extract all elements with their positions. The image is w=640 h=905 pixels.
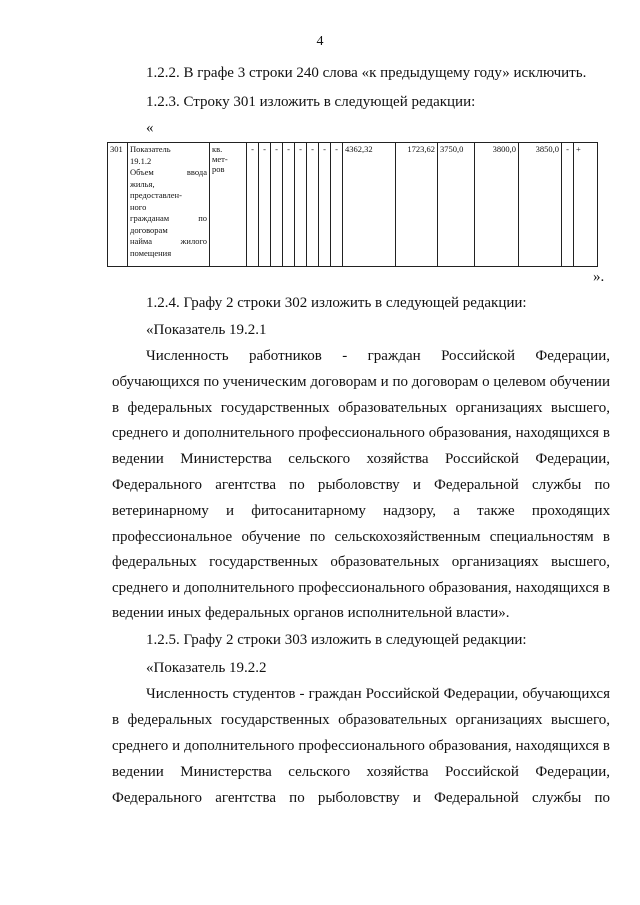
word: ведении [112, 764, 164, 780]
word: высшего, [550, 554, 611, 571]
indicator-text: договорам [130, 224, 168, 235]
word: агентства [215, 790, 276, 806]
dash-cell: - [283, 143, 295, 267]
plus-cell: + [574, 143, 598, 267]
paragraph-line [112, 502, 610, 520]
paragraph-line [112, 789, 610, 807]
indicator-text: ного [130, 201, 147, 212]
word: рыболовству [317, 790, 400, 806]
word: хозяйства [366, 451, 429, 468]
paragraph-line [112, 737, 610, 755]
dash-cell: - [247, 143, 259, 267]
word: сельского [288, 764, 351, 780]
paragraph-line [112, 711, 610, 729]
paragraph-line [112, 763, 610, 781]
word: Федерации, [535, 348, 611, 364]
word: по [289, 790, 305, 806]
word: Численность [146, 348, 229, 364]
word: образовательных [330, 554, 440, 571]
paragraph-last-line: ведении иных федеральных органов исполнительной власти». [112, 605, 510, 621]
unit-text: кв. [212, 144, 223, 154]
paragraph-1-2-2: 1.2.2. В графе 3 строки 240 слова «к предыдущему году» исключить. [146, 65, 587, 81]
word: ведении [112, 451, 164, 468]
word: Федерального [112, 790, 203, 806]
page-number: 4 [316, 34, 324, 49]
amendment-table [107, 142, 598, 267]
indicator-text: гражданам по [130, 213, 207, 223]
table-row [108, 143, 598, 267]
indicator-text: найма жилого [130, 236, 207, 246]
word: федеральных [112, 554, 197, 571]
word: Российской [445, 764, 519, 780]
dash-cell: - [331, 143, 343, 267]
word: службы [531, 477, 582, 493]
dash-cell: - [259, 143, 271, 267]
value-cell: 4362,32 [343, 143, 396, 267]
word: профессиональное обучение по сельскохозяйственным специальностям в [112, 528, 610, 545]
paragraph-line [112, 528, 610, 546]
word: ветеринарному [112, 502, 209, 519]
unit-cell [210, 143, 247, 267]
paragraph-line [112, 424, 610, 442]
word: организациях [451, 554, 539, 571]
paragraph-line [112, 553, 610, 571]
word: агентства [215, 477, 276, 493]
word: по [594, 790, 611, 806]
paragraph-line [112, 373, 610, 391]
word: хозяйства [366, 764, 429, 780]
word: Российской [441, 348, 515, 364]
word: Численность студентов - граждан Российской Федерации, обучающихся [146, 686, 610, 702]
word: среднего и дополнительного профессионального образования, находящихся в [112, 738, 610, 754]
word: и [412, 790, 421, 806]
word: и [412, 477, 421, 493]
word: Российской [445, 451, 519, 468]
indicator-text: жилья, [130, 178, 155, 189]
word: Федерации, [535, 764, 611, 780]
indicator-text: 19.1.2 [130, 155, 152, 166]
word: - [342, 348, 348, 364]
word: и [226, 502, 235, 519]
paragraph-line [112, 476, 610, 494]
paragraph-line [146, 685, 610, 703]
word: Федерации, [535, 451, 611, 468]
paragraph-line [146, 347, 610, 365]
paragraph-line [112, 579, 610, 597]
value-cell: 3850,0 [519, 143, 562, 267]
value-cell: 3750,0 [438, 143, 475, 267]
value-cell: 3800,0 [475, 143, 519, 267]
dash-cell: - [307, 143, 319, 267]
indicator-cell [128, 143, 210, 267]
unit-text: ров [212, 164, 225, 174]
word: Федерального [112, 477, 203, 493]
word: также [477, 502, 515, 519]
word: рыболовству [317, 477, 400, 493]
paragraph-line [112, 399, 610, 417]
word: среднего и дополнительного профессионального образования, находящихся в [112, 580, 610, 597]
word: граждан [367, 348, 421, 364]
unit-text: мет- [212, 154, 228, 164]
dash-cell: - [271, 143, 283, 267]
word: обучающихся по ученическим договорам и по договорам о целевом обучении [112, 373, 610, 390]
close-quote: ». [593, 269, 605, 285]
dash-cell: - [562, 143, 574, 267]
word: а [453, 502, 460, 519]
word: среднего и дополнительного профессионального образования, находящихся в [112, 425, 610, 442]
value-cell: 1723,62 [396, 143, 438, 267]
paragraph-1-2-3: 1.2.3. Строку 301 изложить в следующей редакции: [146, 94, 476, 110]
word: фитосанитарному [251, 502, 366, 519]
word: сельского [288, 451, 351, 468]
word: по [289, 477, 305, 493]
dash-cell: - [319, 143, 331, 267]
indicator-text: Объем ввода [130, 167, 207, 177]
word: по [594, 477, 611, 493]
indicator-19-2-1: «Показатель 19.2.1 [146, 322, 267, 338]
paragraph-line [112, 450, 610, 468]
word: государственных [209, 554, 319, 571]
dash-cell: - [295, 143, 307, 267]
word: Федеральной [434, 477, 519, 493]
word: Министерства [180, 451, 272, 468]
word: службы [531, 790, 582, 806]
word: работников [248, 348, 322, 364]
paragraph-1-2-4: 1.2.4. Графу 2 строки 302 изложить в следующей редакции: [146, 295, 527, 311]
row-number-cell: 301 [108, 143, 128, 267]
word: в федеральных государственных образовательных организациях высшего, [112, 712, 610, 728]
indicator-text: Показатель [130, 144, 171, 154]
word: проходящих [531, 502, 611, 519]
indicator-19-2-2: «Показатель 19.2.2 [146, 660, 267, 676]
word: в федеральных государственных образовательных организациях высшего, [112, 399, 610, 416]
word: надзору, [383, 502, 437, 519]
word: Федеральной [434, 790, 519, 806]
open-quote: « [146, 120, 154, 136]
word: Министерства [180, 764, 272, 780]
paragraph-1-2-5: 1.2.5. Графу 2 строки 303 изложить в следующей редакции: [146, 632, 527, 648]
indicator-text: предоставлен- [130, 190, 182, 200]
indicator-text: помещения [130, 247, 172, 258]
